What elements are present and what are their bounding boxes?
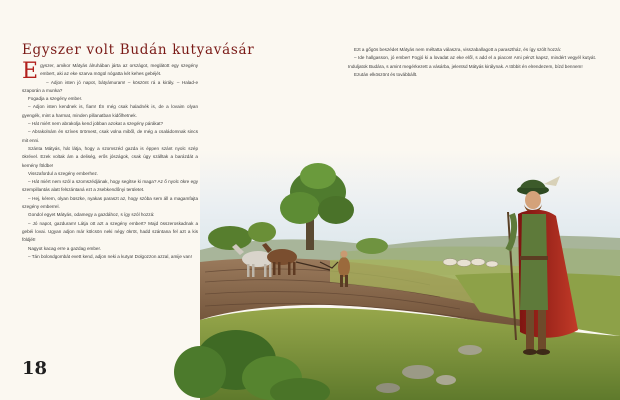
bush bbox=[208, 226, 252, 250]
paragraph: Ezután elköszönt és továbbállt. bbox=[354, 71, 418, 77]
chapter-title: Egyszer volt Budán kutyavásár bbox=[22, 42, 255, 58]
page-number: 18 bbox=[22, 358, 48, 379]
paragraph: – Jó napot, gazduram! Látja ott azt a szegény embert? Majd összeroskadnak a gebéi lovai. Ugyan adjon már kölcsön neki négy ökröt, hadd szántana fel azt a kis földjét! bbox=[22, 220, 198, 243]
paragraph: Szánta Mátyás, hát látja, hogy a szomszéd gazda is éppen szánt nyolc szép ökrével. Ezek voltak ám a deliség, erős jószágok, csak úgy szálltak a barázdát a kemény földbe! bbox=[22, 145, 198, 168]
paragraph: Nagyot kacag erre a gazdag ember. bbox=[28, 245, 102, 251]
story-text-left-column bbox=[22, 59, 198, 261]
paragraph: Visszafordul a szegény emberhez. bbox=[28, 170, 99, 176]
paragraph: – Hej, kérem, olyan büszke, nyakas paraszt az, hogy szóba sem áll a magamfajta szegény emberrel. bbox=[22, 195, 198, 210]
paragraph: – Adjon isten jó napot, bátyámuram! – köszönt rá a király. – Halad-e szaporán a munka? bbox=[22, 79, 198, 93]
paragraph: Gondol egyet Mátyás, odamegy a gazdához, s így szól hozzá: bbox=[28, 212, 155, 218]
paragraph: Fogadja a szegény ember. bbox=[28, 96, 83, 102]
paragraph: gyszer, amikor Mátyás álruhában járta az országot, meglátott egy szegény embert, aki az ekе szarva mögül nógatta két kehes gebéjét. bbox=[40, 63, 198, 77]
paragraph: – Tán bolondgombát evett kend, adjon neki a kutya! Dolgozzon azzal, amije van! bbox=[28, 253, 192, 259]
story-text-right-column bbox=[348, 46, 596, 79]
paragraph: Ezt a gőgös beszédet Mátyás nem méltatta válaszra, visszaballagott a parasztház, és így szólt hozzá: bbox=[354, 47, 562, 52]
paragraph: – Abrakolnám én szíves örömest, csak volna miből, de még a családomnak sincs mit enni. bbox=[22, 129, 198, 143]
paragraph: – Hát miért nem szól a szomszédjának, hogy segítse ki maga? Az ő nyolc ökre egy szempillantás alatt felszántaná ezt a zsebkendőnyi területet. bbox=[22, 179, 198, 193]
paragraph: – Hát miért nem abrakolja kend jobban azokat a szegény párákat? bbox=[28, 121, 164, 127]
paragraph: – Adjon isten kendnek is, fiam! Én még csak haladnék is, de a lovaim olyan gyengék, mint a harmat, minden pillanatban kidőlhetnek. bbox=[22, 104, 198, 118]
stones bbox=[402, 365, 434, 379]
paragraph: – Ide hallgasson, jó ember! Fogjó ki a lovadat az eke elől, s add el a piacon! Ami pénzt kapsz, mindért vegyél kutyát. Induljatok Budára, s amint megérkezett a vásárba, jelentsd Mátyás királynak. A többit én elrendezem, bízd bennem! bbox=[348, 55, 596, 69]
drop-cap: E bbox=[22, 59, 39, 84]
